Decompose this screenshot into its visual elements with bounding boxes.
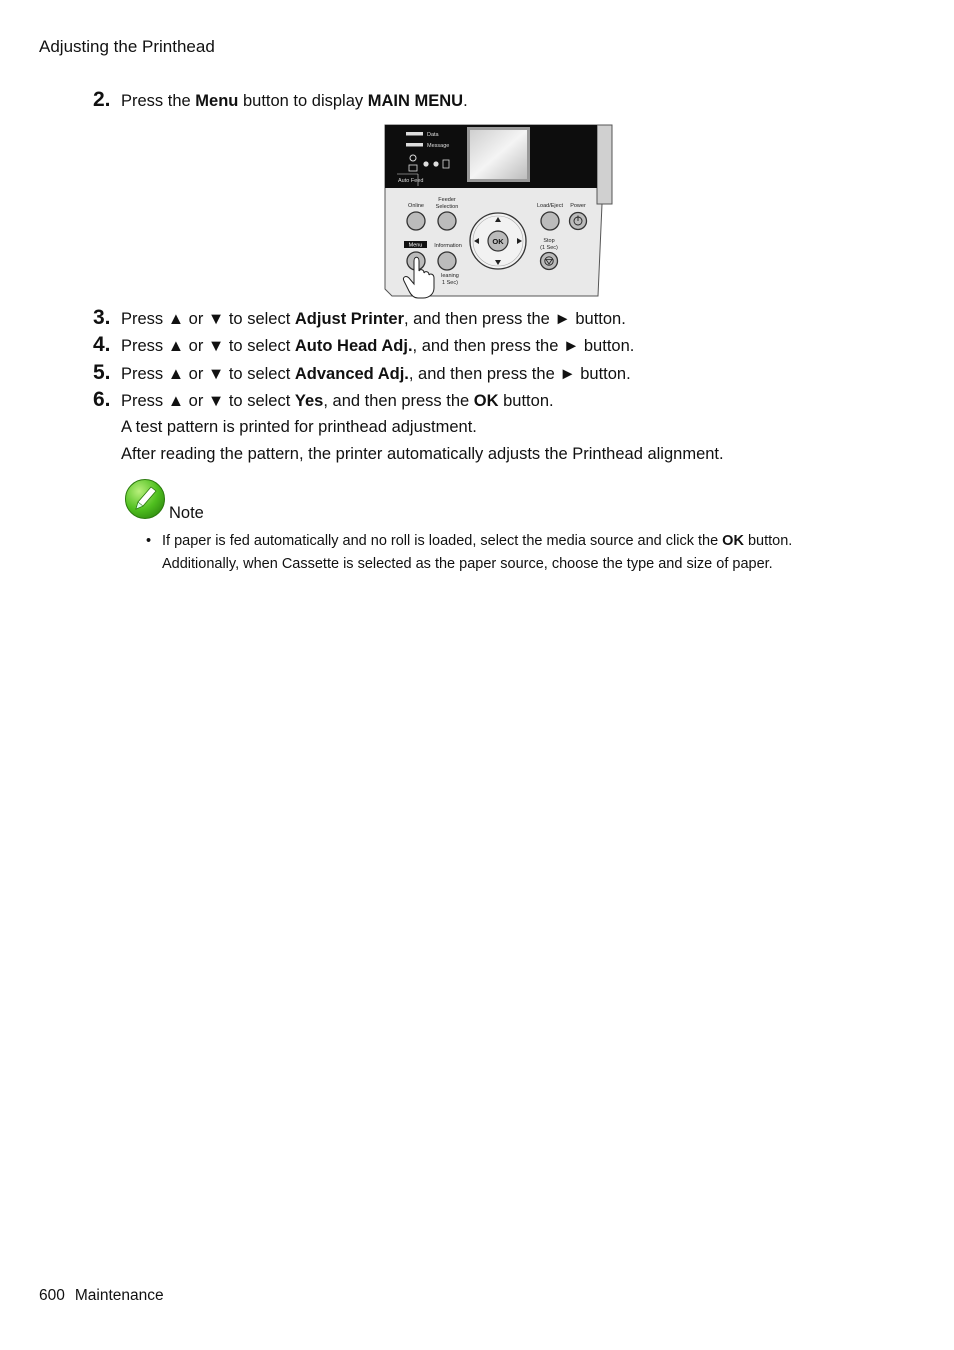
note-text-part: button. bbox=[743, 533, 793, 549]
note-bullet bbox=[146, 530, 906, 576]
page-footer bbox=[39, 1287, 164, 1305]
data-label: Data bbox=[427, 132, 439, 138]
step-bold: Auto Head Adj. bbox=[294, 337, 413, 355]
page-number: 600 bbox=[39, 1287, 65, 1304]
step-bold: Advanced Adj. bbox=[294, 365, 409, 383]
step-bold: Adjust Printer bbox=[294, 310, 404, 328]
step-number: 4. bbox=[93, 333, 111, 356]
lcd-screen bbox=[470, 130, 527, 179]
information-button[interactable] bbox=[438, 252, 456, 270]
step-6 bbox=[93, 388, 554, 412]
result-paragraph-2: After reading the pattern, the printer automatically adjusts the Printhead alignment. bbox=[121, 445, 724, 463]
step-text: button to display bbox=[238, 92, 368, 110]
step-number: 5. bbox=[93, 361, 111, 384]
step-bold: MAIN MENU bbox=[367, 92, 464, 110]
auto-feed-led-icon bbox=[423, 161, 428, 166]
step-bold: Yes bbox=[294, 392, 324, 410]
note-pencil-icon bbox=[124, 478, 166, 520]
feeder-selection-button[interactable] bbox=[438, 212, 456, 230]
load-eject-button[interactable] bbox=[541, 212, 559, 230]
step-5 bbox=[93, 361, 631, 385]
stop-button[interactable] bbox=[541, 253, 558, 270]
step-text: , and then press the ► button. bbox=[408, 365, 631, 383]
step-text: Press the bbox=[121, 92, 196, 110]
roll-led-icon bbox=[433, 161, 438, 166]
page-header: Adjusting the Printhead bbox=[39, 37, 215, 56]
information-label: Information bbox=[434, 243, 462, 249]
step-text: button. bbox=[498, 392, 554, 410]
note-title: Note bbox=[169, 504, 204, 522]
online-label: Online bbox=[408, 203, 424, 209]
result-paragraph-1: A test pattern is printed for printhead adjustment. bbox=[121, 418, 477, 436]
feeder-label-2: Selection bbox=[435, 204, 459, 210]
step-bold: OK bbox=[473, 392, 499, 410]
note-text bbox=[162, 530, 906, 576]
feeder-label-1: Feeder bbox=[438, 197, 456, 203]
step-text: . bbox=[463, 92, 468, 110]
step-text: Press ▲ or ▼ to select bbox=[121, 392, 295, 410]
step-number: 3. bbox=[93, 306, 111, 329]
message-label: Message bbox=[427, 143, 450, 149]
load-eject-label: Load/Eject bbox=[537, 203, 563, 209]
step-number: 6. bbox=[93, 388, 111, 411]
step-text: Press ▲ or ▼ to select bbox=[121, 337, 295, 355]
note-bold: OK bbox=[722, 533, 744, 549]
bullet-dot: • bbox=[146, 533, 152, 549]
step-text: , and then press the ► button. bbox=[404, 310, 626, 328]
step-text: Press ▲ or ▼ to select bbox=[121, 365, 295, 383]
stop-label-2: (1 Sec) bbox=[540, 245, 558, 251]
note-text-part: Additionally, when Cassette is selected as the paper source, choose the type and size of paper. bbox=[162, 556, 773, 572]
footer-section: Maintenance bbox=[74, 1287, 164, 1304]
step-text: Press ▲ or ▼ to select bbox=[121, 310, 295, 328]
step-3 bbox=[93, 306, 626, 330]
online-button[interactable] bbox=[407, 212, 425, 230]
step-text: , and then press the bbox=[323, 392, 474, 410]
message-led-icon bbox=[406, 143, 423, 147]
data-led-icon bbox=[406, 132, 423, 136]
step-number: 2. bbox=[93, 88, 111, 111]
menu-label: Menu bbox=[408, 242, 423, 249]
power-label: Power bbox=[570, 203, 586, 209]
note-text-part: If paper is fed automatically and no roll is loaded, select the media source and click the bbox=[162, 533, 723, 549]
cleaning-label-1: leaning bbox=[441, 273, 459, 279]
step-text: , and then press the ► button. bbox=[412, 337, 635, 355]
step-4 bbox=[93, 333, 634, 357]
cleaning-label-2: 1 Sec) bbox=[442, 280, 458, 286]
ok-label: OK bbox=[492, 237, 504, 246]
step-2 bbox=[93, 88, 468, 112]
stop-label-1: Stop bbox=[543, 238, 555, 244]
control-panel-illustration bbox=[384, 124, 614, 299]
auto-feed-label: Auto Feed bbox=[398, 178, 424, 184]
step-bold: Menu bbox=[195, 92, 239, 110]
